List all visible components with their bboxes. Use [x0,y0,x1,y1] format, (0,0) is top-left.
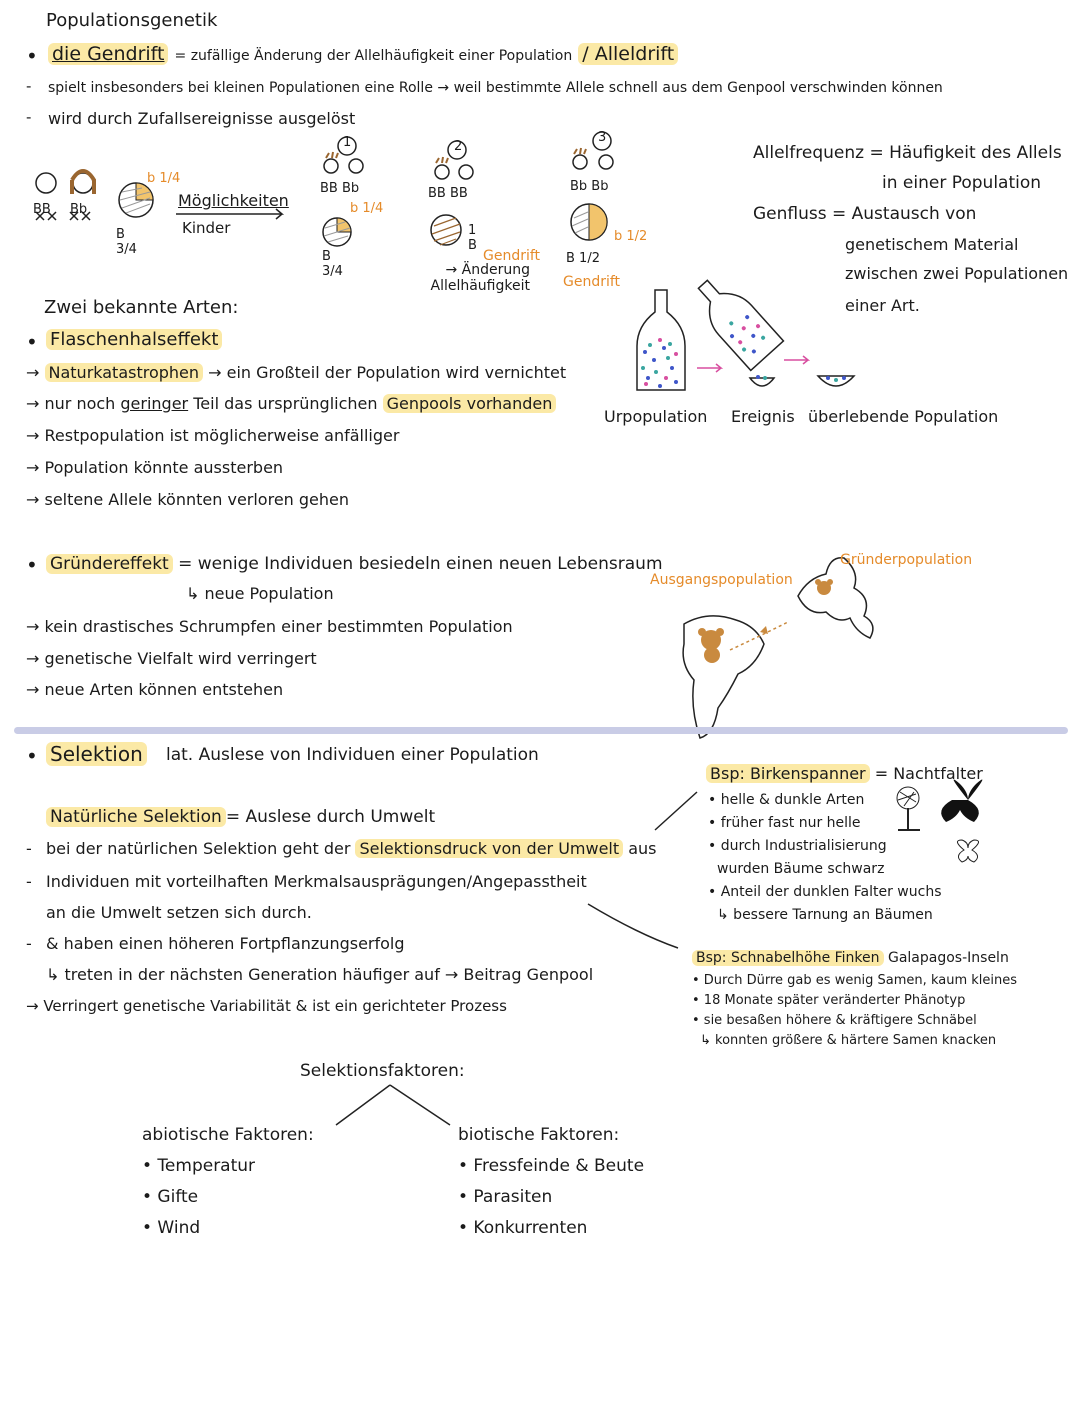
term-gruendereffekt: Gründereffekt [46,554,173,574]
term-flaschenhalseffekt: Flaschenhalseffekt [46,329,222,350]
connector-example2 [588,904,678,948]
moth-light-icon [957,840,978,862]
butterfly-icon [760,626,768,634]
term-gendrift: die Gendrift [48,43,168,65]
gruender-line-1: → kein drastisches Schrumpfen einer bestimmten Population [26,617,513,636]
gen2-genotypes: BB BB [428,186,468,201]
example2-line-4: ↳ konnten größere & härtere Samen knacken [700,1033,997,1048]
gendrift-point-1: spielt insbesonders bei kleinen Populationen eine Rolle → weil bestimmte Allele schnell aus dem Genpool verschwinden können [48,80,943,96]
factor-tree-lines [336,1085,450,1125]
gen2-label-B: 1 B [468,223,477,253]
gruender-line: Gründereffekt = wenige Individuen besiedeln einen neuen Lebensraum [46,555,663,575]
example2-line-3: • sie besaßen höhere & kräftigere Schnäbel [692,1013,977,1028]
allelfrequenz-1: Allelfrequenz = Häufigkeit des Allels [753,143,1062,163]
abiotic-heading: abiotische Faktoren: [142,1125,314,1145]
arrow-label-top: Möglichkeiten [178,191,289,210]
faktoren-heading: Selektionsfaktoren: [300,1061,465,1081]
example1-heading: Bsp: Birkenspanner = Nachtfalter [706,765,983,783]
selektion-point-4: → Verringert genetische Variabilität & ist ein gerichteter Prozess [26,997,507,1015]
page-title: Populationsgenetik [46,10,218,31]
moth-dark-icon [941,780,982,822]
flaschenhals-line-2: → nur noch geringer Teil das ursprünglichen Genpools vorhanden [26,395,556,413]
genfluss-2: genetischem Material [845,235,1019,254]
example1-line-2: • früher fast nur helle [708,815,861,831]
arrow-event-1 [697,364,721,372]
selektion-point-3b: ↳ treten in der nächsten Generation häufiger auf → Beitrag Genpool [46,965,594,984]
abiotic-item: • Gifte [142,1187,199,1207]
example2-line-1: • Durch Dürre gab es wenig Samen, kaum kleines [692,973,1017,988]
biotic-item: • Fressfeinde & Beute [458,1156,645,1176]
term-selektion: Selektion [46,742,147,766]
pie-label-b: b 1/4 [147,171,181,186]
gen3-figures [573,132,613,169]
biotic-item: • Parasiten [458,1187,553,1207]
allelfrequenz-2: in einer Population [882,173,1042,193]
gen1-genotypes: BB Bb [320,181,360,196]
gen2-number: 2 [454,139,463,154]
gendrift-point-2: wird durch Zufallsereignisse ausgelöst [48,109,356,128]
map-label-source: Ausgangspopulation [650,572,793,588]
biotic-item: • Konkurrenten [458,1218,588,1238]
bottle-tilted [687,270,784,371]
caption-ueberlebende: überlebende Population [808,407,999,426]
arrow-event-2 [784,356,808,364]
example1-line-1: • helle & dunkle Arten [708,792,865,808]
tree-icon [897,787,920,830]
parents-genotype-a: BB [33,202,51,217]
gen3-label-b: b 1/2 [614,229,648,244]
gruender-line-2: → genetische Vielfalt wird verringert [26,649,317,668]
arrow-label-bottom: Kinder [182,219,231,237]
selektion-point-2b: an die Umwelt setzen sich durch. [46,903,312,922]
selektion-point-3: & haben einen höheren Fortpflanzungserfolg [46,934,405,953]
section-divider [14,727,1068,734]
example1-line-3b: wurden Bäume schwarz [717,861,885,877]
pie-chart-gen1 [323,218,351,246]
pie-chart-gen3 [571,204,607,240]
gen2-change: → Änderung Allelhäufigkeit [430,262,530,295]
bullet: • [26,44,38,68]
genfluss-1: Genfluss = Austausch von [753,204,977,224]
pie-chart-gen2 [431,215,461,245]
gen3-gendrift: Gendrift [563,274,621,290]
flaschenhals-line-1: → Naturkatastrophen → ein Großteil der Population wird vernichtet [26,363,567,382]
gruender-sub: ↳ neue Population [186,584,334,603]
genfluss-3: zwischen zwei Populationen [845,264,1069,283]
gen3-genotypes: Bb Bb [570,179,609,194]
flaschenhals-line-4: → Population könnte aussterben [26,458,284,477]
bottle-urpopulation [637,290,685,390]
map-ausgangspopulation [683,616,764,738]
arten-heading: Zwei bekannte Arten: [44,297,239,318]
connector-example1 [655,792,697,830]
flaschenhals-line-3: → Restpopulation ist möglicherweise anfälliger [26,426,400,445]
selektion-point-1: bei der natürlichen Selektion geht der Selektionsdruck von der Umwelt aus [46,839,657,858]
example1-line-3: • durch Industrialisierung [708,838,887,854]
example2-heading: Bsp: Schnabelhöhe Finken Galapagos-Inseln [692,950,1009,966]
caption-ereignis: Ereignis [731,407,795,426]
pie-label-B: B 3/4 [116,227,137,257]
gen1-label-B: B 3/4 [322,249,343,279]
example2-line-2: • 18 Monate später veränderter Phänotyp [692,993,966,1008]
map-gruenderpopulation [798,558,873,638]
gendrift-definition: = zufällige Änderung der Allelhäufigkeit einer Population [174,48,573,64]
biotic-heading: biotische Faktoren: [458,1125,620,1145]
abiotic-item: • Temperatur [142,1156,256,1176]
abiotic-item: • Wind [142,1218,201,1238]
arrow-moeglichkeiten [176,209,282,219]
parents-genotype-b: Bb [70,202,88,217]
gendrift-line [48,44,678,66]
gen3-number: 3 [598,130,607,145]
genfluss-4: einer Art. [845,296,920,315]
gruender-line-3: → neue Arten können entstehen [26,680,284,699]
gen3-label-B: B 1/2 [566,251,600,266]
term-alleldrift: / Alleldrift [578,43,678,65]
natuerliche-selektion-line: Natürliche Selektion = Auslese durch Umwelt [46,808,435,828]
example1-line-4b: ↳ bessere Tarnung an Bäumen [717,907,933,923]
bowl-event [750,378,774,386]
selektion-definition: lat. Auslese von Individuen einer Population [166,745,539,765]
gen2-gendrift: Gendrift [483,248,541,264]
flaschenhals-line-5: → seltene Allele könnten verloren gehen [26,490,350,509]
pie-chart-parents [119,183,153,217]
gen1-label-b: b 1/4 [350,201,384,216]
gen1-number: 1 [343,135,352,150]
example1-line-4: • Anteil der dunklen Falter wuchs [708,884,942,900]
map-label-target: Gründerpopulation [840,552,973,568]
selektion-point-2: Individuen mit vorteilhaften Merkmalsausprägungen/Angepasstheit [46,872,587,891]
caption-urpopulation: Urpopulation [604,407,708,426]
